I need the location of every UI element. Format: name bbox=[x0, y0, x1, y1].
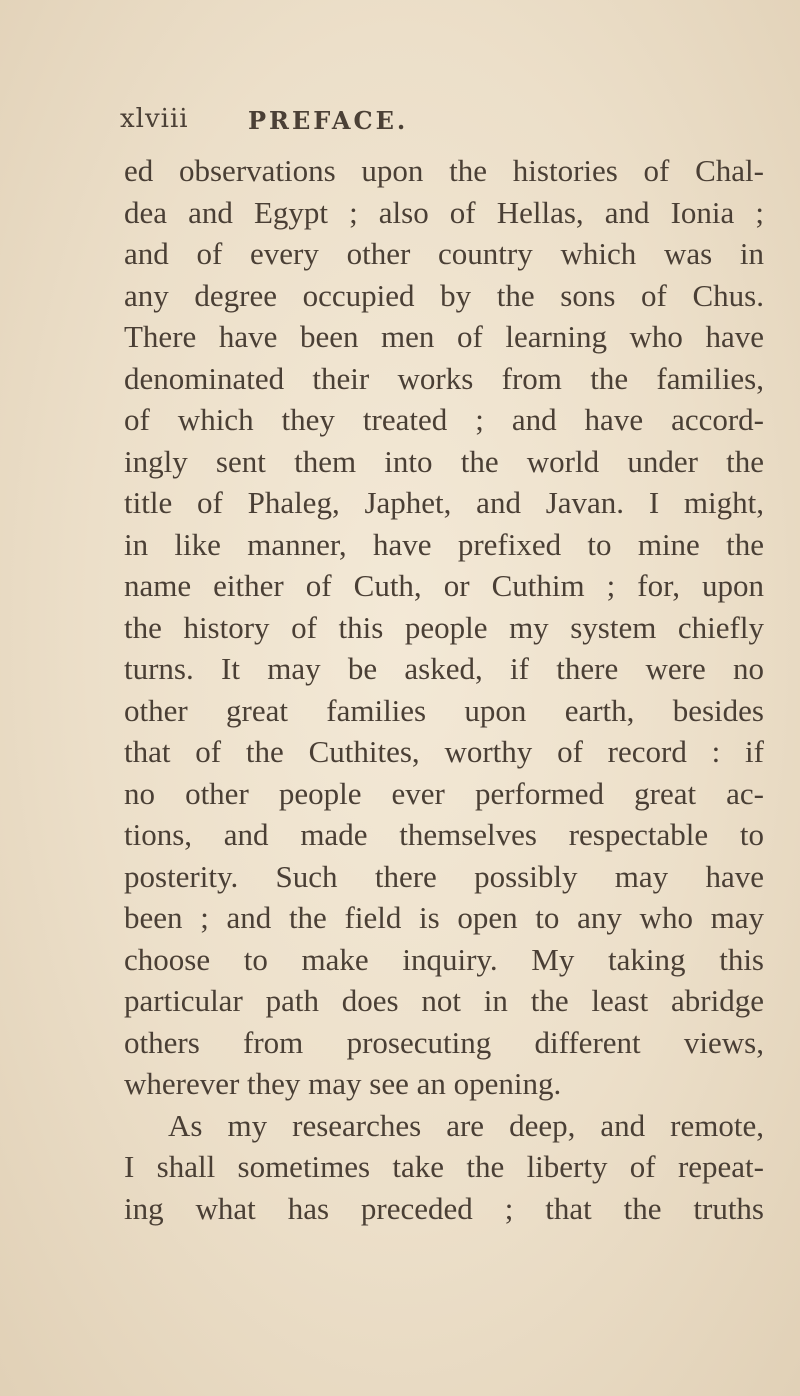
page-number: xlviii bbox=[120, 104, 189, 134]
text-line: name either of Cuth, or Cuthim ; for, upon bbox=[124, 568, 764, 603]
body-text bbox=[124, 150, 764, 1229]
text-line: any degree occupied by the sons of Chus. bbox=[124, 277, 764, 313]
text-line: that of the Cuthites, worthy of record : if bbox=[124, 734, 764, 769]
paragraph-end-line: wherever they may see an opening. bbox=[124, 1066, 562, 1101]
text-line: posterity. Such there possibly may have bbox=[124, 858, 764, 894]
text-line: others from prosecuting different views, bbox=[124, 1024, 764, 1060]
text-line: no other people ever performed great ac- bbox=[124, 775, 764, 811]
text-line: title of Phaleg, Japhet, and Javan. I might, bbox=[124, 485, 764, 520]
text-line: denominated their works from the families, bbox=[124, 360, 764, 396]
text-line: I shall sometimes take the liberty of repeat- bbox=[124, 1149, 764, 1184]
text-line: of which they treated ; and have accord- bbox=[124, 402, 764, 437]
paragraph-start-line: As my researches are deep, and remote, bbox=[168, 1107, 764, 1143]
text-line: particular path does not in the least abridge bbox=[124, 983, 764, 1018]
running-title: PREFACE. bbox=[248, 106, 409, 135]
text-line: the history of this people my system chiefly bbox=[124, 609, 764, 645]
running-head bbox=[120, 104, 760, 140]
text-line: dea and Egypt ; also of Hellas, and Ionia ; bbox=[124, 194, 764, 230]
text-line: ingly sent them into the world under the bbox=[124, 443, 764, 479]
text-line: ing what has preceded ; that the truths bbox=[124, 1190, 764, 1226]
text-line: in like manner, have prefixed to mine the bbox=[124, 526, 764, 562]
text-line: choose to make inquiry. My taking this bbox=[124, 941, 764, 977]
text-line: There have been men of learning who have bbox=[124, 319, 764, 354]
text-line: tions, and made themselves respectable to bbox=[124, 817, 764, 852]
text-line: been ; and the field is open to any who may bbox=[124, 900, 764, 935]
text-line: other great families upon earth, besides bbox=[124, 692, 764, 728]
text-line: turns. It may be asked, if there were no bbox=[124, 651, 764, 686]
text-line: and of every other country which was in bbox=[124, 236, 764, 271]
text-line: ed observations upon the histories of Chal- bbox=[124, 153, 764, 188]
